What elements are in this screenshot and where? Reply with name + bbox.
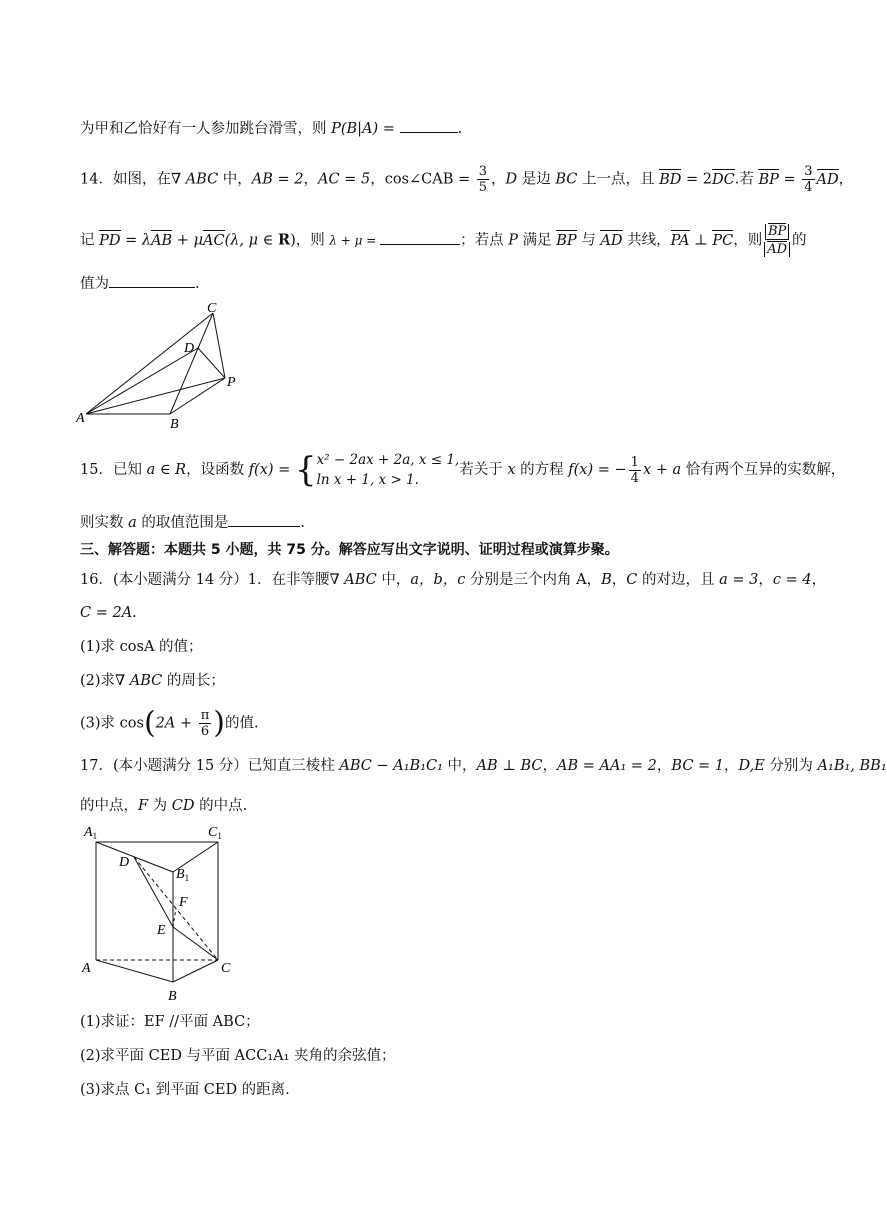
- paren-right: ): [213, 705, 226, 741]
- q17-cd: CD: [171, 798, 195, 814]
- vector-bp: BP: [758, 171, 779, 188]
- frac-denominator: [764, 242, 790, 257]
- q17-eq: AB = AA₁ = 2: [557, 758, 657, 774]
- q15-text: ，设函数: [186, 462, 249, 478]
- q14-triangle: ∇ ABC: [170, 171, 219, 188]
- q14-line2: [80, 224, 807, 257]
- q15-line1: [80, 450, 845, 490]
- q14-d: D: [505, 171, 518, 188]
- q14-ac: AC = 5: [318, 171, 371, 188]
- q14-p: P: [508, 232, 519, 249]
- q17-text: 的中点.: [194, 798, 248, 814]
- q16-head: 16．(本小题满分 14 分）1．在非等腰: [80, 572, 330, 588]
- q14-text: .若: [734, 171, 759, 188]
- label-d: D: [184, 341, 195, 356]
- label-b: B: [168, 989, 177, 1004]
- q14-figure: [76, 298, 246, 430]
- frac-numerator: 3: [804, 164, 813, 179]
- vector-bd: BD: [659, 171, 682, 188]
- q14-text: ，则: [733, 232, 763, 249]
- vector-pa: PA: [670, 232, 690, 249]
- frac-numerator: π: [200, 708, 210, 723]
- frac-numerator: 3: [478, 164, 488, 179]
- q15-xa: x + a: [642, 462, 682, 478]
- q13-end: .: [457, 121, 463, 137]
- q16-text: 分别是三个内角 A，: [465, 572, 602, 588]
- q17-part1: (1)求证：EF //平面 ABC；: [80, 1014, 260, 1030]
- frac-denominator: 5: [478, 180, 488, 195]
- q16-condition: C = 2A: [80, 605, 133, 621]
- q17-text: ，: [542, 758, 558, 774]
- vector-dc: DC: [712, 171, 735, 188]
- q14-text: ；若点: [460, 232, 509, 249]
- edge-bc: [170, 313, 213, 414]
- frac-denominator: 6: [200, 724, 210, 739]
- edge-bp: [170, 378, 225, 414]
- q16-part1: (1)求 cosA 的值；: [80, 639, 203, 655]
- q14-text: ，: [491, 171, 506, 188]
- q16-triangle: ∇ ABC: [329, 572, 377, 588]
- q17-text: 分别为: [764, 758, 818, 774]
- q14-text: 的: [792, 232, 807, 249]
- q17-text: 的中点，: [80, 798, 138, 814]
- q14-lambda: = λ: [120, 232, 152, 249]
- q14-bc: BC: [555, 171, 578, 188]
- q14-line1: [80, 164, 853, 195]
- q16-c4: c = 4: [772, 572, 812, 588]
- q15-text: 的取值范围是: [136, 515, 229, 531]
- q16-part3: [80, 705, 259, 741]
- q14-text: 上一点，且: [577, 171, 660, 188]
- q13-eq: =: [378, 121, 400, 137]
- q14-text: 如图，在: [112, 171, 171, 188]
- q15-text: 的方程: [515, 462, 569, 478]
- q15-text: .: [300, 515, 305, 531]
- q14-ratio-fraction: [764, 224, 790, 257]
- q14-text: 与: [576, 232, 601, 249]
- frac-numerator: [765, 224, 789, 240]
- q17-head: 17．(本小题满分 15 分）已知直三棱柱: [80, 758, 340, 774]
- q15-case1: x² − 2ax + 2a, x ≤ 1,: [316, 452, 460, 468]
- label-c: C: [207, 301, 217, 316]
- q17-perp: AB ⊥ BC: [476, 758, 543, 774]
- q14-domain: (λ, μ ∈: [224, 232, 279, 249]
- q16-triangle: ∇ ABC: [115, 673, 163, 689]
- q16-text: (2)求: [80, 673, 116, 689]
- q14-sep: ，: [370, 171, 385, 188]
- q16-line2: [80, 603, 137, 623]
- frac-denominator: 4: [630, 470, 639, 486]
- q15-fx2: f(x) = −: [568, 462, 627, 478]
- edge-ec: [173, 927, 218, 960]
- q17-mids: A₁B₁, BB₁: [817, 758, 887, 774]
- label-c1: $C_1$: [208, 825, 222, 841]
- q14-answer-blank-2[interactable]: [109, 273, 195, 288]
- label-c: C: [221, 961, 231, 976]
- q16-arg: 2A +: [155, 715, 197, 732]
- q17-text: 中，: [442, 758, 477, 774]
- q14-sep: ，: [303, 171, 319, 188]
- q14-lambda-mu: λ + μ =: [329, 233, 381, 248]
- edge-ab: [96, 960, 173, 982]
- vector-pc: PC: [712, 232, 734, 249]
- q17-text: 为: [148, 798, 172, 814]
- q16-a3: a = 3: [719, 572, 759, 588]
- edge-dp: [198, 348, 225, 378]
- vector-ad: AD: [767, 242, 788, 257]
- edge-bc: [173, 960, 218, 982]
- q17-part2: (2)求平面 CED 与平面 ACC₁A₁ 夹角的余弦值；: [80, 1048, 396, 1064]
- q15-text: 则实数: [80, 515, 129, 531]
- q14-text: =: [778, 171, 801, 188]
- q16-sides: a，b，c: [410, 572, 466, 588]
- q16-text: 中，: [376, 572, 411, 588]
- label-f: F: [179, 895, 188, 910]
- q14-answer-blank-1[interactable]: [380, 230, 460, 245]
- vector-pd: PD: [99, 232, 121, 249]
- q15-a-in-r: a ∈ R: [146, 462, 187, 478]
- edge-cp: [213, 313, 225, 378]
- q15-number: 15．: [80, 462, 113, 478]
- vector-ac: AC: [203, 232, 225, 249]
- q13-answer-blank[interactable]: [400, 118, 458, 133]
- q16-line1: [80, 570, 826, 590]
- edge-ad: [86, 348, 198, 414]
- q15-fraction: [629, 455, 641, 486]
- q14-text: 满足: [518, 232, 557, 249]
- q14-number: 14．: [80, 171, 113, 188]
- label-a: A: [76, 411, 85, 426]
- q17-f: F: [138, 798, 149, 814]
- q14-text: 中，: [218, 171, 252, 188]
- q14-cos-fraction: [477, 164, 489, 195]
- q14-ab: AB = 2: [251, 171, 304, 188]
- q16-part2: [80, 671, 225, 691]
- q16-c: C: [626, 572, 638, 588]
- q16-text: 的值.: [225, 715, 259, 732]
- frac-numerator: 1: [630, 454, 639, 470]
- q14-k-fraction: [802, 164, 814, 195]
- q15-piecewise: [317, 450, 460, 490]
- q17-de: D,E: [738, 758, 765, 774]
- q15-text: 若关于: [459, 462, 508, 478]
- q15-a: a: [128, 515, 137, 531]
- vector-bp: BP: [556, 232, 577, 249]
- frac-denominator: 4: [804, 180, 813, 195]
- label-b: B: [170, 417, 179, 432]
- q13-tail-line: [80, 118, 462, 139]
- q14-mu: + μ: [172, 232, 203, 249]
- section-heading: 三、解答题：本题共 5 小题，共 75 分。解答应写出文字说明、证明过程或演算步聚。: [80, 542, 619, 558]
- label-a: A: [82, 961, 91, 976]
- q15-case2: ln x + 1, x > 1.: [316, 472, 419, 488]
- vector-bp: BP: [767, 224, 787, 239]
- q16-text: ，: [611, 572, 627, 588]
- label-a1: $A_1$: [84, 825, 98, 841]
- q15-x: x: [507, 462, 516, 478]
- q15-text: 恰有两个互异的实数解，: [681, 462, 846, 478]
- q17-figure: [78, 818, 248, 1008]
- q15-answer-blank[interactable]: [228, 512, 300, 527]
- q16-text: ，: [811, 572, 827, 588]
- q17-text: ，: [724, 758, 739, 774]
- label-b1: $B_1$: [176, 867, 190, 883]
- q16-text: 的对边，且: [637, 572, 720, 588]
- q14-perp: ⊥: [689, 232, 713, 249]
- q14-text: ，: [838, 171, 854, 188]
- q14-text: )，则: [290, 232, 330, 249]
- q15-text: 已知: [112, 462, 147, 478]
- vector-ab: AB: [151, 232, 173, 249]
- q14-text: .: [195, 276, 200, 292]
- paren-left: (: [143, 705, 156, 741]
- q17-text: ，: [656, 758, 672, 774]
- q16-text: 的周长；: [162, 673, 225, 689]
- q17-part3: (3)求点 C₁ 到平面 CED 的距离.: [80, 1082, 290, 1098]
- q17-line1: [80, 756, 887, 776]
- q16-text: .: [132, 605, 137, 621]
- q16-text: ，: [758, 572, 773, 588]
- q14-text: = 2: [681, 171, 712, 188]
- label-d: D: [119, 855, 130, 870]
- q14-text: 是边: [517, 171, 556, 188]
- q14-line3: [80, 273, 200, 294]
- label-e: E: [157, 923, 166, 938]
- edge-ap: [86, 378, 225, 414]
- q13-text: 为甲和乙恰好有一人参加跳台滑雪，则: [80, 121, 332, 137]
- q14-reals: R: [278, 231, 291, 249]
- q13-prob: P(B|A): [331, 121, 379, 137]
- label-p: P: [227, 375, 236, 390]
- q14-text: 记: [80, 232, 100, 249]
- q16-b: B: [601, 572, 612, 588]
- q17-bc: BC = 1: [671, 758, 725, 774]
- edge-de: [134, 857, 173, 927]
- q15-fx: f(x) =: [248, 462, 295, 478]
- q17-line2: [80, 796, 247, 816]
- brace-icon: {: [294, 450, 317, 490]
- q14-text: 共线，: [622, 232, 671, 249]
- q16-text: (3)求 cos: [80, 715, 144, 732]
- q14-text: 值为: [80, 276, 109, 292]
- q14-cos: cos∠CAB =: [384, 171, 475, 188]
- q17-prism: ABC − A₁B₁C₁: [339, 758, 443, 774]
- vector-ad: AD: [600, 232, 623, 249]
- q16-fraction: [199, 708, 212, 739]
- vector-ad: AD: [816, 171, 839, 188]
- q15-line2: [80, 512, 305, 533]
